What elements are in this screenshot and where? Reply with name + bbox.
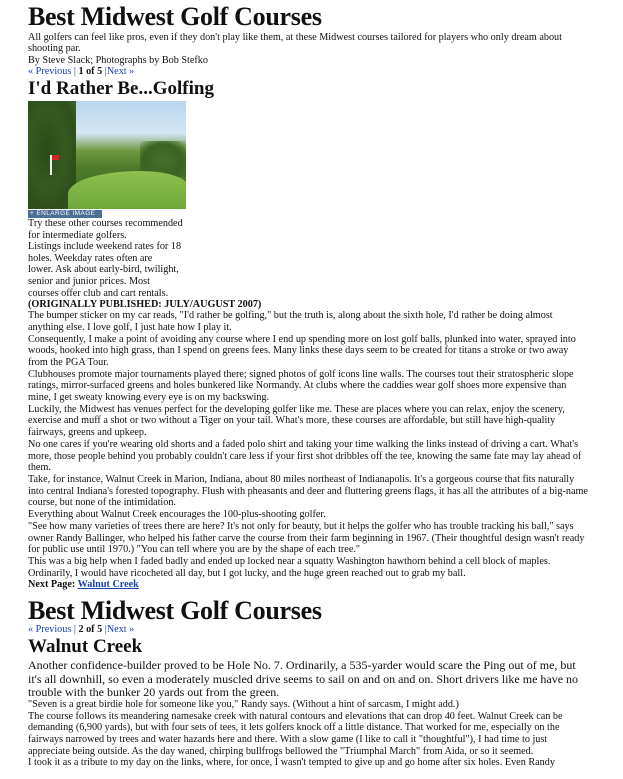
- body-paragraph: I took it as a tribute to my day on the links, where, for once, I wasn't tempted to give up and go home after six holes. Even Randy: [28, 757, 555, 769]
- summary-line: Try these other courses recommended: [28, 218, 183, 229]
- next-page-link[interactable]: Walnut Creek: [77, 579, 139, 591]
- body-paragraph: "See how many varieties of trees there are here? It's not only for beauty, but it helps the golfer who has trouble tracking his ball," says owner Randy Ballinger, who helped his father carve the course from their farm beginning in 1967. (Their thoughtful design wasn't ready for public use until 1970.) "You can tell where you are by the shape of each tree.": [28, 520, 585, 556]
- pager-separator-2: |: [104, 624, 107, 636]
- pager-separator-2: |: [104, 66, 107, 77]
- summary-line: holes. Weekday rates often are: [28, 252, 153, 264]
- body-paragraph: Consequently, I make a point of avoiding any course where I end up spending more on lost golf balls, plunked into water, sprayed into woods, hooked into high grass, than I spend on greens fees. Many links these days seem to be created for titans a stroke or two away from the PGA Tour.: [28, 333, 576, 368]
- byline: By Steve Slack; Photographs by Bob Stefko: [28, 55, 208, 66]
- body-paragraph: Take, for instance, Walnut Creek in Marion, Indiana, about 80 miles northeast of Indianapolis. It's a gorgeous course that fits naturally into central Indiana's forested topography. Flush with pheasants and deer and fluttering greens flags, it has all the attributes of a big-name course, but none of the intimidation.: [28, 474, 588, 509]
- summary-line: for intermediate golfers.: [28, 229, 127, 241]
- body-paragraph: "Seven is a great birdie hole for someone like you," Randy says. (Without a hint of sarcasm, I might add.): [28, 698, 459, 710]
- pagination-page-2: [28, 624, 590, 636]
- next-link[interactable]: Next »: [106, 66, 135, 77]
- article-title-page-2: Best Midwest Golf Courses: [28, 596, 322, 626]
- page-position-2: 2 of 5: [78, 624, 103, 636]
- lead-paragraph: Another confidence-builder proved to be Hole No. 7. Ordinarily, a 535-yarder would scare the Ping out of me, but it's all downhill, so even a moderately muscled drive seems to sail on and on and on. Short drivers like me have no trouble with the bunker 20 yards out from the green.: [28, 658, 579, 699]
- body-paragraph: The course follows its meandering namesake creek with natural contours and elevations that can drop 40 feet. Walnut Creek can be demanding (6,900 yards), but with four sets of tees, it lets golfers knock off a little distance. That worked for me, especially on the fairways narrowed by trees and water hazards here and there. With a slow game (I like to call it "thoughtful"), I had time to just appreciate being outside. As the day waned, chirping bullfrogs bellowed the "Triumphal March" from Aida, or so it seemed.: [28, 710, 563, 757]
- body-paragraph: The bumper sticker on my car reads, "I'd rather be golfing," but the truth is, along about the sixth hole, I'd rather be doing almost anything else. I love golf, I just hate how I play it.: [28, 310, 553, 333]
- body-paragraph: Clubhouses promote major tournaments played there; signed photos of golf icons line walls. The courses tout their stratospheric slope ratings, mirror-surfaced greens and holes bunkered like Normandy. At clubs where the caddies wear golf shoes more expensive than mine, I get sweaty knowing every eye is on my backswing.: [28, 368, 574, 404]
- next-page-line: [28, 579, 590, 591]
- originally-published-note: (ORIGINALLY PUBLISHED: JULY/AUGUST 2007): [28, 299, 262, 311]
- summary-line: lower. Ask about early-bird, twilight,: [28, 264, 179, 276]
- body-paragraph: This was a big help when I faded badly and ended up locked near a squatty Washington hawthorn behind a cell block of maples. Ordinarily, I would have ricocheted all day, but I got lucky, and the huge green reached out to grab my ball.: [28, 555, 551, 579]
- photo-block: [28, 101, 190, 218]
- summary-line: courses offer club and cart rentals.: [28, 287, 169, 299]
- enlarge-image-button[interactable]: + ENLARGE IMAGE: [28, 210, 102, 218]
- summary-line: senior and junior prices. Most: [28, 275, 150, 287]
- fairway-shape: [68, 171, 186, 209]
- previous-link-page-2[interactable]: « Previous: [28, 624, 72, 636]
- body-paragraph: No one cares if you're wearing old shorts and a faded polo shirt and taking your time walking the links instead of driving a cart. What's more, those people behind you probably couldn't care less if your first shot dribbles off the tee, knowing the same fate may lay ahead of them.: [28, 438, 582, 474]
- article-dek: All golfers can feel like pros, even if they don't play like them, at these Midwest courses tailored for players who only dream about shooting par.: [28, 32, 562, 54]
- next-link-page-2[interactable]: Next »: [106, 624, 135, 636]
- article-title: Best Midwest Golf Courses: [28, 2, 322, 31]
- next-page-label: Next Page:: [28, 579, 76, 591]
- summary-line: Listings include weekend rates for 18: [28, 241, 182, 253]
- flag-icon: [50, 155, 52, 175]
- section-title-page-2: Walnut Creek: [28, 636, 143, 658]
- body-paragraph: Luckily, the Midwest has venues perfect for the developing golfer like me. These are places where you can relax, enjoy the scenery, exercise and muff a shot or two without a Tiger on your tail. What's more, these courses are affordable, but still have high-quality fairways, greens and upkeep.: [28, 403, 565, 439]
- pagination: [28, 66, 590, 78]
- page-position: 1 of 5: [78, 66, 103, 77]
- golf-course-photo[interactable]: [28, 101, 186, 209]
- course-summary: [28, 218, 188, 299]
- pager-separator: |: [73, 624, 76, 636]
- section-title: I'd Rather Be...Golfing: [28, 78, 214, 99]
- previous-link[interactable]: « Previous: [28, 66, 72, 77]
- pager-separator: |: [73, 66, 76, 77]
- body-paragraph: Everything about Walnut Creek encourages the 100-plus-shooting golfer.: [28, 509, 326, 521]
